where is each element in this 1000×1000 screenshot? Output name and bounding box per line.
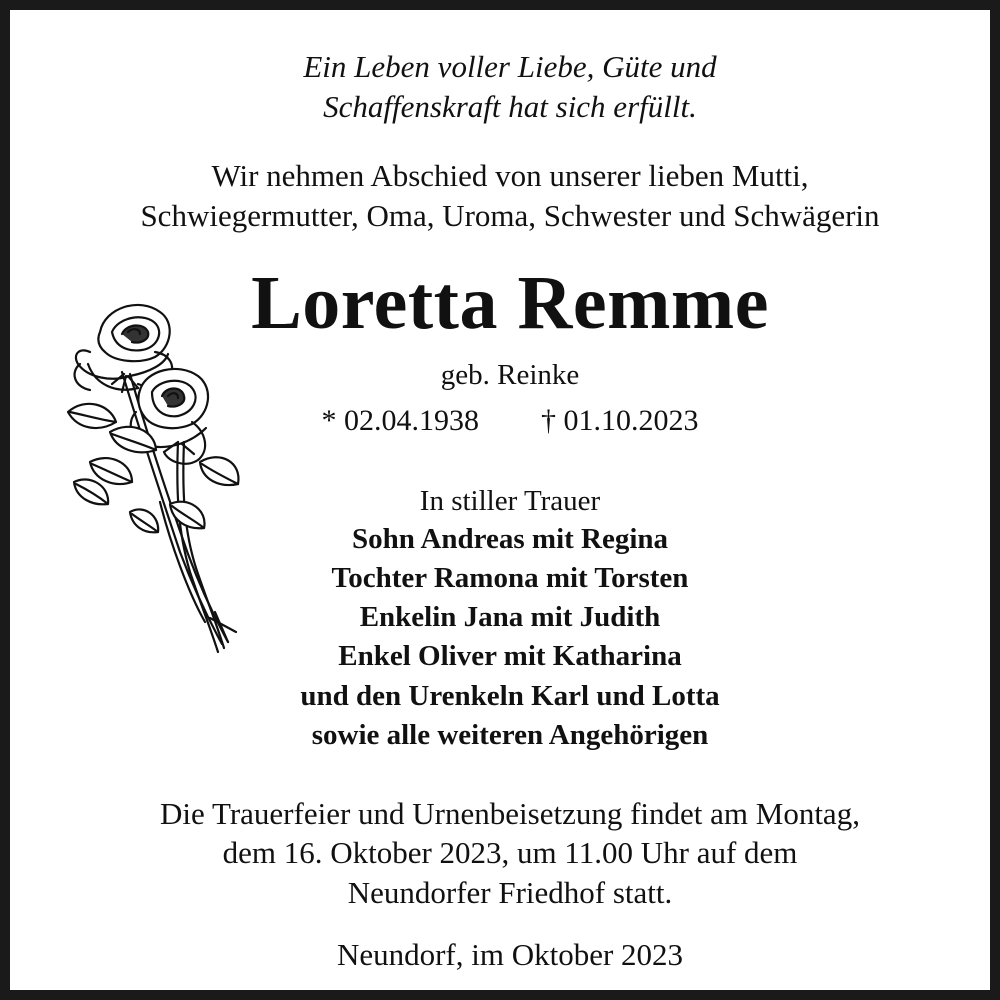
mourner-line: Enkel Oliver mit Katharina [338, 640, 682, 672]
mourners-heading: In stiller Trauer [419, 485, 601, 517]
motto-line-1: Ein Leben voller Liebe, Güte und [303, 49, 717, 84]
closing-place-date: Neundorf, im Oktober 2023 [336, 937, 684, 972]
mourner-line: Enkelin Jana mit Judith [359, 601, 661, 633]
mourner-line: sowie alle weiteren Angehörigen [311, 719, 709, 751]
deceased-name: Loretta Remme [251, 261, 769, 345]
motto-line-2: Schaffenskraft hat sich erfüllt. [323, 89, 697, 124]
mourner-line: Tochter Ramona mit Torsten [331, 562, 689, 594]
roses-illustration-icon [60, 292, 250, 662]
ceremony-line-3: Neundorfer Friedhof statt. [347, 875, 673, 910]
birth-name: geb. Reinke [440, 359, 580, 391]
ceremony-line-1: Die Trauerfeier und Urnenbeisetzung findet am Montag, [160, 796, 860, 831]
death-date: † 01.10.2023 [541, 404, 699, 437]
intro-line-2: Schwiegermutter, Oma, Uroma, Schwester und Schwägerin [140, 198, 880, 233]
mourner-line: und den Urenkeln Karl und Lotta [300, 680, 720, 712]
ceremony-line-2: dem 16. Oktober 2023, um 11.00 Uhr auf dem [222, 835, 798, 870]
birth-date: * 02.04.1938 [321, 404, 479, 437]
mourner-line: Sohn Andreas mit Regina [351, 523, 669, 555]
intro-line-1: Wir nehmen Abschied von unserer lieben Mutti, [211, 158, 809, 193]
